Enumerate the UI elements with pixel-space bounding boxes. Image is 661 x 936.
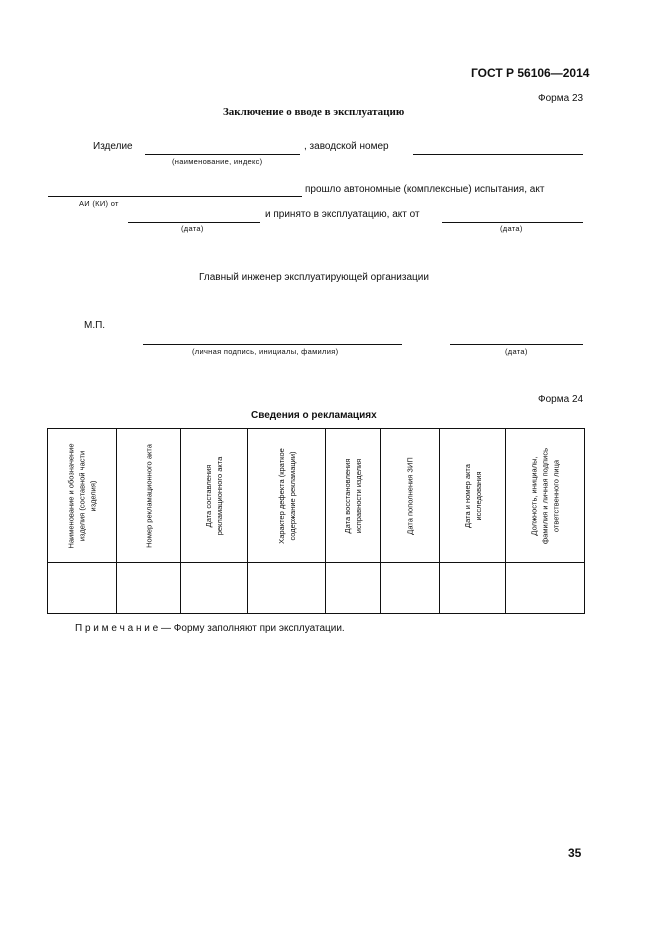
column-header [248, 429, 326, 563]
form-23-label: Форма 23 [538, 93, 584, 104]
page-number: 35 [568, 846, 582, 860]
proshlo-label: прошло автономные (комплексные) испытания, акт [305, 184, 545, 195]
table-cell[interactable] [440, 563, 506, 614]
prinyato-label: и принято в эксплуатацию, акт от [265, 209, 420, 220]
izdelie-name-line[interactable] [145, 154, 300, 155]
column-header-text: Дата восстановления исправности изделия [343, 458, 363, 533]
note [75, 623, 345, 634]
mp-label: М.П. [84, 320, 106, 331]
exploitation-act-date-line[interactable] [442, 222, 583, 223]
table-cell[interactable] [248, 563, 326, 614]
standard-number: ГОСТ Р 56106—2014 [471, 66, 590, 80]
column-header [48, 429, 117, 563]
column-header [506, 429, 585, 563]
table-header-row [48, 429, 585, 563]
column-header [117, 429, 181, 563]
column-header [326, 429, 381, 563]
column-header [440, 429, 506, 563]
table-cell[interactable] [117, 563, 181, 614]
naim-caption: (наименование, индекс) [172, 157, 263, 166]
column-header-text: Дата пополнения ЗИП [405, 456, 415, 535]
column-header-text: Номер рекламационного акта [144, 443, 153, 548]
form-24-title: Сведения о рекламациях [251, 410, 377, 421]
table-cell[interactable] [326, 563, 381, 614]
reclamations-table [47, 428, 585, 614]
table-cell[interactable] [48, 563, 117, 614]
signature-date-line[interactable] [450, 344, 583, 345]
date-caption-3: (дата) [505, 347, 528, 356]
note-text: — Форму заполняют при эксплуатации. [158, 623, 345, 634]
signature-caption: (личная подпись, инициалы, фамилия) [192, 347, 339, 356]
signature-line[interactable] [143, 344, 402, 345]
table-cell[interactable] [381, 563, 440, 614]
column-header [181, 429, 248, 563]
ai-date-line[interactable] [128, 222, 260, 223]
table-cell[interactable] [181, 563, 248, 614]
form-24-label: Форма 24 [538, 394, 584, 405]
zavod-nomer-label: , заводской номер [304, 141, 389, 152]
column-header-text: Характер дефекта (краткое содержание рекламации) [276, 447, 297, 544]
izdelie-label: Изделие [93, 141, 133, 152]
column-header-text: Дата и номер акта исследования [462, 463, 483, 528]
column-header-text: Наименование и обозначение изделия (составной части изделия) [66, 442, 98, 549]
table-row [48, 563, 585, 614]
note-label: П р и м е ч а н и е [75, 623, 159, 634]
chief-engineer-label: Главный инженер эксплуатирующей организации [199, 272, 429, 283]
table-cell[interactable] [506, 563, 585, 614]
column-header-text: Должность, инициалы, фамилия и личная подпись ответственного лица [529, 447, 561, 544]
date-caption-1: (дата) [181, 224, 204, 233]
date-caption-2: (дата) [500, 224, 523, 233]
form-23-title: Заключение о вводе в эксплуатацию [223, 106, 405, 118]
column-header [381, 429, 440, 563]
zavod-nomer-line[interactable] [413, 154, 583, 155]
ai-ki-label: АИ (КИ) от [79, 199, 119, 208]
column-header-text: Дата составления рекламационного акта [204, 456, 224, 535]
act-ai-line[interactable] [48, 196, 302, 197]
